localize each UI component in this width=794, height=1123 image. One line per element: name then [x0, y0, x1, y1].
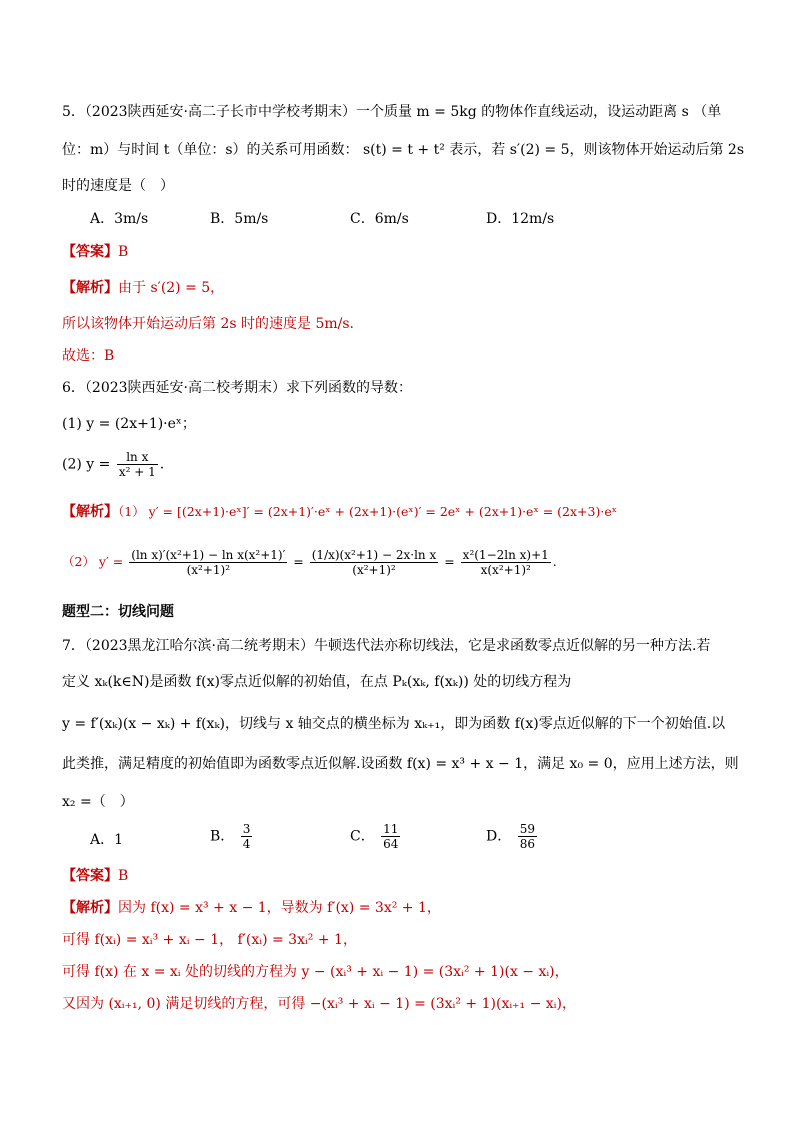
analysis-tag: 【解析】: [62, 504, 118, 520]
q7-line-2: 定义 xₖ(k∈N)是函数 f(x)零点近似解的初始值，在点 Pₖ(xₖ, f(xₖ)) 处的切线方程为: [62, 674, 572, 690]
fraction-numerator: 3: [242, 822, 251, 836]
option-fraction: [518, 822, 537, 851]
analysis-tag: 【解析】: [62, 280, 118, 296]
q7-analysis-line-4: 又因为 (xᵢ₊₁, 0) 满足切线的方程，可得 −(xᵢ³ + xᵢ − 1) = (3xᵢ² + 1)(xᵢ₊₁ − xᵢ)，: [62, 996, 576, 1012]
solution-1-text: （1） y′ = [(2x+1)·eˣ]′ = (2x+1)′·eˣ + (2x+1)·(eˣ)′ = 2eˣ + (2x+1)·eˣ = (2x+3)·eˣ: [118, 504, 618, 519]
q7-option-a: A．1: [90, 832, 124, 848]
q7-line-4: 此类推，满足精度的初始值即为函数零点近似解.设函数 f(x) = x³ + x − 1，满足 x₀ = 0，应用上述方法，则: [62, 756, 739, 772]
fraction-numerator: x²(1−2ln x)+1: [462, 548, 549, 562]
q7-analysis: [62, 898, 742, 918]
q5-option-d: D．12m/s: [486, 211, 555, 227]
fraction-numerator: 11: [383, 822, 399, 836]
analysis-text: 由于 s′(2) = 5，: [118, 280, 225, 296]
answer-tag: 【答案】: [62, 868, 118, 884]
solution-2-fraction-1: [129, 548, 287, 577]
q7-line-5: x₂ =（ ）: [62, 794, 134, 810]
answer-tag: 【答案】: [62, 244, 118, 260]
fraction-denominator: (x²+1)²: [186, 563, 231, 577]
q6-part-2-fraction: [117, 450, 158, 479]
q7-option-b: [210, 822, 254, 851]
fraction-denominator: x(x²+1)²: [480, 563, 531, 577]
q7-analysis-line-3: 可得 f(x) 在 x = xᵢ 处的切线的方程为 y − (xᵢ³ + xᵢ − 1) = (3xᵢ² + 1)(x − xᵢ)，: [62, 964, 569, 980]
q6-line-1: 6．（2023陕西延安·高二校考期末）求下列函数的导数：: [62, 380, 412, 396]
solution-2-prefix: （2） y′ =: [62, 554, 124, 569]
q7-option-c: [350, 822, 402, 851]
analysis-tag: 【解析】: [62, 900, 118, 916]
q7-answer: [62, 866, 742, 886]
section-title: 题型二：切线问题: [62, 604, 174, 620]
q7-option-d: [486, 822, 539, 851]
option-fraction: [381, 822, 400, 851]
fraction-numerator: ln x: [117, 450, 158, 465]
q5-option-c: C．6m/s: [350, 211, 409, 227]
q7-analysis-line-2: 可得 f(xᵢ) = xᵢ³ + xᵢ − 1， f′(xᵢ) = 3xᵢ² + 1，: [62, 932, 357, 948]
q6-part-2-prefix: (2) y =: [62, 456, 111, 473]
option-fraction: [241, 822, 253, 851]
q6-part-2: (2) y = $\frac{\text{ln x}}{\text{x² + 1}}$ .: [62, 450, 165, 479]
fraction-denominator: (x²+1)²: [352, 563, 396, 577]
q5-analysis-line-2: 所以该物体开始运动后第 2s 时的速度是 5m/s.: [62, 316, 354, 332]
solution-2-fraction-2: [310, 548, 439, 577]
q6-part-1: (1) y = (2x+1)·eˣ；: [62, 416, 196, 432]
q5-choose: 故选：B: [62, 348, 115, 364]
answer-value: B: [118, 868, 129, 884]
fraction-denominator: 86: [519, 837, 535, 851]
q5-analysis: [62, 278, 742, 298]
answer-value: B: [118, 244, 129, 260]
analysis-line-1: 因为 f(x) = x³ + x − 1，导数为 f′(x) = 3x² + 1，: [118, 900, 441, 916]
q6-solution-2: （2） y′ = $\frac{\text{(ln x)′(x²+1) − ln x(x²+1)′}}{\text{(x²+1)²}}$ = $\frac{\text{(1/x)(x²+1) − 2x·ln x}}{\text{(x²+1)²}}$ = $\frac{\text{x²(1−2ln x)+1}}{\text{x(x²+1)²}}$ .: [62, 548, 557, 577]
q5-line-2: 位：m）与时间 t（单位：s）的关系可用函数： s(t) = t + t² 表示，若 s′(2) = 5，则该物体开始运动后第 2s: [62, 142, 745, 158]
q7-line-3: y = f′(xₖ)(x − xₖ) + f(xₖ)，切线与 x 轴交点的横坐标为 xₖ₊₁，即为函数 f(x)零点近似解的下一个初始值.以: [62, 716, 726, 732]
solution-2-fraction-3: [461, 548, 551, 577]
q5-answer: [62, 242, 742, 262]
fraction-denominator: 4: [242, 837, 251, 851]
q6-solution-1: [62, 502, 742, 522]
q5-option-b: B．5m/s: [210, 211, 269, 227]
q7-line-1: 7．（2023黑龙江哈尔滨·高二统考期末）牛顿迭代法亦称切线法，它是求函数零点近似解的另一种方法.若: [62, 638, 711, 654]
q5-line-3: 时的速度是（ ）: [62, 178, 174, 194]
option-label: D．: [486, 828, 512, 845]
fraction-numerator: (ln x)′(x²+1) − ln x(x²+1)′: [131, 548, 286, 562]
q5-line-1: 5．（2023陕西延安·高二子长市中学校考期末）一个质量 m = 5kg 的物体作直线运动，设运动距离 s （单: [62, 104, 722, 120]
fraction-denominator: x² + 1: [118, 465, 156, 479]
option-label: C．: [350, 828, 375, 845]
option-label: B．: [210, 828, 235, 845]
fraction-numerator: 59: [519, 822, 535, 836]
q5-option-a: A．3m/s: [90, 211, 149, 227]
fraction-denominator: 64: [383, 837, 399, 851]
fraction-numerator: (1/x)(x²+1) − 2x·ln x: [311, 548, 437, 562]
